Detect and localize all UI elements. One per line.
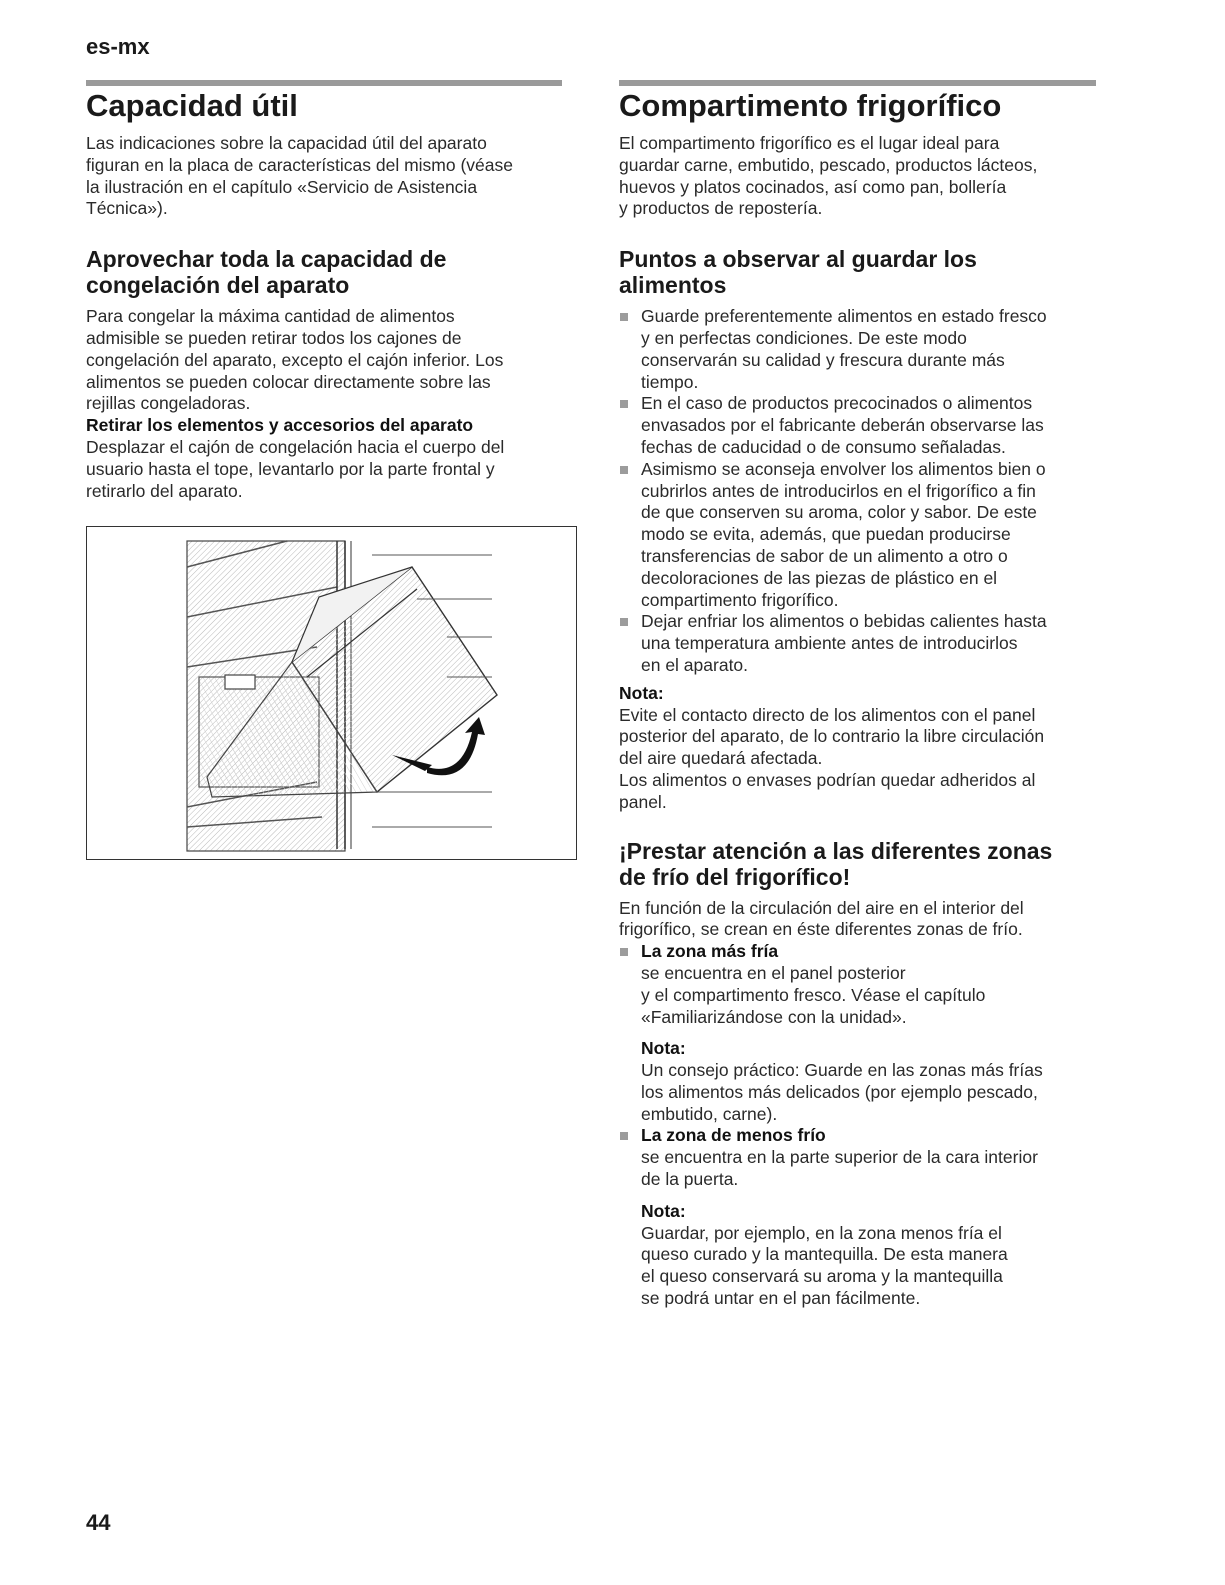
- list-item: [619, 393, 1099, 458]
- text-line: El compartimento frigorífico es el lugar ideal para: [619, 133, 1000, 153]
- section-rule-left: [86, 80, 562, 86]
- text-line: Evite el contacto directo de los alimentos con el panel: [619, 704, 1036, 725]
- heading-line: congelación del aparato: [86, 272, 350, 299]
- text-line: alimentos se pueden colocar directamente sobre las: [86, 371, 491, 392]
- freeze-capacity-text: [86, 306, 576, 502]
- text-line: de que conserven su aroma, color y sabor. De este: [641, 502, 1037, 523]
- text-line: envasados por el fabricante deberán observarse las: [641, 415, 1044, 436]
- heading-line: Aprovechar toda la capacidad de: [86, 246, 447, 273]
- drawer-removal-drawing: [87, 527, 575, 858]
- heading-line: Puntos a observar al guardar los: [619, 246, 977, 273]
- zone-heading: La zona más fría: [641, 941, 779, 962]
- text-line: compartimento frigorífico.: [641, 589, 839, 610]
- language-code: es-mx: [86, 34, 150, 59]
- text-line: congelación del aparato, excepto el cajón inferior. Los: [86, 349, 504, 370]
- text-line: Guardar, por ejemplo, en la zona menos fría el: [641, 1222, 1002, 1243]
- remove-accessories-heading: Retirar los elementos y accesorios del aparato: [86, 415, 474, 436]
- heading-zonas-frio: [619, 838, 1099, 890]
- text-line: del aire quedará afectada.: [619, 748, 823, 769]
- right-column: [619, 88, 1099, 1310]
- text-line: y el compartimento fresco. Véase el capítulo: [641, 984, 986, 1005]
- text-line: Desplazar el cajón de congelación hacia el cuerpo del: [86, 436, 505, 457]
- text-line: rejillas congeladoras.: [86, 393, 251, 414]
- text-line: posterior del aparato, de lo contrario la libre circulación: [619, 726, 1045, 747]
- text-line: «Familiarizándose con la unidad».: [641, 1006, 907, 1027]
- text-line: Las indicaciones sobre la capacidad útil del aparato: [86, 133, 487, 153]
- cold-zones-list: [619, 941, 1099, 1310]
- text-line: usuario hasta el tope, levantarlo por la parte frontal y: [86, 458, 495, 479]
- text-line: una temperatura ambiente antes de introducirlos: [641, 633, 1018, 654]
- text-line: En el caso de productos precocinados o alimentos: [641, 393, 1033, 414]
- text-line: guardar carne, embutido, pescado, productos lácteos,: [619, 154, 1038, 175]
- drawer-handle: [225, 675, 255, 689]
- text-line: En función de la circulación del aire en el interior del: [619, 897, 1024, 918]
- text-line: se podrá untar en el pan fácilmente.: [641, 1288, 921, 1309]
- text-line: Técnica»).: [86, 198, 168, 219]
- text-line: Dejar enfriar los alimentos o bebidas calientes hasta: [641, 611, 1047, 632]
- text-line: admisible se pueden retirar todos los cajones de: [86, 327, 462, 348]
- text-line: Asimismo se aconseja envolver los alimentos bien o: [641, 458, 1046, 479]
- title-capacidad-util: Capacidad útil: [86, 88, 298, 123]
- text-line: Un consejo práctico: Guarde en las zonas más frías: [641, 1060, 1043, 1081]
- text-line: de la puerta.: [641, 1169, 739, 1190]
- list-item: [619, 941, 1099, 1125]
- list-item: [619, 611, 1099, 676]
- note-label: Nota:: [641, 1038, 686, 1059]
- text-line: la ilustración en el capítulo «Servicio de Asistencia: [86, 176, 478, 197]
- text-line: figuran en la placa de características del mismo (véase: [86, 154, 514, 175]
- heading-puntos-observar: [619, 246, 1099, 298]
- freezer-drawer-illustration: [86, 526, 577, 860]
- text-line: los alimentos más delicados (por ejemplo pescado,: [641, 1081, 1038, 1102]
- text-line: tiempo.: [641, 371, 699, 392]
- text-line: panel.: [619, 791, 667, 812]
- text-line: decoloraciones de las piezas de plástico en el: [641, 567, 998, 588]
- text-line: y productos de repostería.: [619, 198, 823, 219]
- heading-line: alimentos: [619, 272, 727, 299]
- text-line: queso curado y la mantequilla. De esta manera: [641, 1244, 1008, 1265]
- text-line: Los alimentos o envases podrían quedar adheridos al: [619, 769, 1036, 790]
- text-line: conservarán su calidad y frescura durante más: [641, 349, 1005, 370]
- note-label: Nota:: [641, 1200, 686, 1221]
- text-line: fechas de caducidad o de consumo señaladas.: [641, 436, 1006, 457]
- text-line: cubrirlos antes de introducirlos en el frigorífico a fin: [641, 480, 1036, 501]
- text-line: frigorífico, se crean en éste diferentes zonas de frío.: [619, 919, 1023, 940]
- heading-line: ¡Prestar atención a las diferentes zonas: [619, 837, 1053, 864]
- list-item: [619, 1125, 1099, 1309]
- text-line: y en perfectas condiciones. De este modo: [641, 327, 967, 348]
- text-line: transferencias de sabor de un alimento a otro o: [641, 545, 1008, 566]
- heading-line: de frío del frigorífico!: [619, 863, 851, 890]
- text-line: modo se evita, además, que puedan producirse: [641, 524, 1011, 545]
- section-rule-right: [619, 80, 1096, 86]
- capacity-intro: [86, 133, 576, 220]
- storage-points-list: [619, 306, 1099, 677]
- left-column: [86, 88, 576, 502]
- heading-aprovechar: [86, 246, 576, 298]
- text-line: se encuentra en la parte superior de la cara interior: [641, 1147, 1038, 1168]
- fridge-intro: [619, 133, 1099, 220]
- zone-heading: La zona de menos frío: [641, 1125, 826, 1146]
- list-item: [619, 459, 1099, 612]
- text-line: huevos y platos cocinados, así como pan, bollería: [619, 176, 1007, 197]
- list-item: [619, 306, 1099, 393]
- text-line: Guarde preferentemente alimentos en estado fresco: [641, 306, 1047, 327]
- title-compartimento-frigorifico: Compartimento frigorífico: [619, 88, 1002, 123]
- note-label: Nota:: [619, 682, 664, 703]
- text-line: retirarlo del aparato.: [86, 480, 243, 501]
- text-line: Para congelar la máxima cantidad de alimentos: [86, 306, 455, 327]
- text-line: el queso conservará su aroma y la mantequilla: [641, 1266, 1003, 1287]
- text-line: en el aparato.: [641, 654, 749, 675]
- fridge-note: [619, 683, 1099, 814]
- text-line: embutido, carne).: [641, 1103, 778, 1124]
- zones-intro: [619, 898, 1099, 942]
- text-line: se encuentra en el panel posterior: [641, 962, 906, 983]
- page-number: 44: [86, 1510, 111, 1535]
